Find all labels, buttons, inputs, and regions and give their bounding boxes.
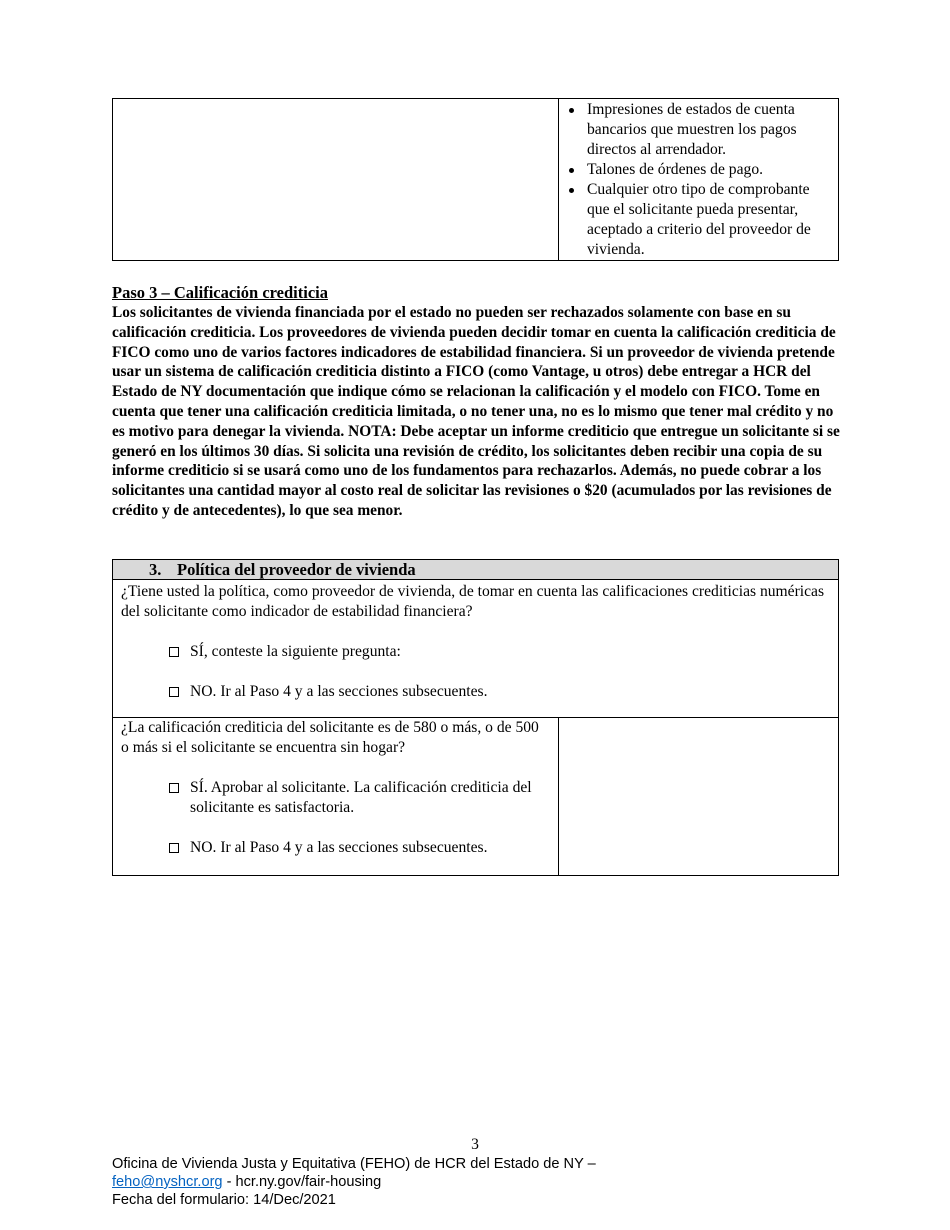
q2-no-option[interactable] — [121, 838, 550, 858]
bullet-list — [567, 100, 834, 260]
continuation-table — [112, 98, 839, 261]
footer — [112, 1155, 596, 1209]
email-link[interactable]: feho@nyshcr.org — [112, 1174, 223, 1190]
q2-yes-label: SÍ. Aprobar al solicitante. La calificación crediticia del solicitante es satisfactoria. — [190, 779, 532, 816]
step3-title: Paso 3 – Calificación crediticia — [112, 283, 328, 302]
question2-row — [113, 718, 838, 875]
checkbox-icon[interactable] — [169, 843, 179, 853]
policy-header — [113, 560, 838, 580]
policy-table — [112, 559, 839, 876]
bullet-cell — [559, 99, 838, 260]
list-item: Impresiones de estados de cuenta bancarios que muestren los pagos directos al arrendador. — [567, 100, 834, 160]
list-item: Cualquier otro tipo de comprobante que el solicitante pueda presentar, aceptado a criterio del proveedor de vivienda. — [567, 180, 834, 260]
footer-form-date: Fecha del formulario: 14/Dec/2021 — [112, 1192, 336, 1208]
q2-yes-option[interactable] — [121, 778, 550, 818]
q1-no-option[interactable] — [121, 682, 830, 702]
list-item: Talones de órdenes de pago. — [567, 160, 834, 180]
q1-no-label: NO. Ir al Paso 4 y a las secciones subsecuentes. — [190, 683, 488, 700]
question1-row — [113, 580, 838, 718]
footer-office: Oficina de Vivienda Justa y Equitativa (FEHO) de HCR del Estado de NY – — [112, 1156, 596, 1172]
step3-body: Los solicitantes de vivienda financiada por el estado no pueden ser rechazados solamente con base en su calificación crediticia. Los proveedores de vivienda pueden decidir tomar en cuenta la calificación crediticia de FICO como uno de varios factores indicadores de estabilidad financiera. Si un proveedor de vivienda pretende usar un sistema de calificación crediticia distinto a FICO (como Vantage, u otros) debe entregar a HCR del Estado de NY documentación que indique cómo se relacionan la calificación y el modelo con FICO. Tome en cuenta que tener una calificación crediticia limitada, o no tener una, no es lo mismo que tener mal crédito y no es motivo para denegar la vivienda. NOTA: Debe aceptar un informe crediticio que entregue un solicitante si se generó en los últimos 30 días. Si solicita una revisión de crédito, los solicitantes deben recibir una copia de su informe crediticio si se usará como uno de los fundamentos para rechazarlos. Además, no puede cobrar a los solicitantes una cantidad mayor al costo real de solicitar las revisiones o $20 (acumulados por las revisiones de crédito y de antecedentes), lo que sea menor. — [112, 304, 840, 519]
empty-cell — [113, 99, 559, 260]
checkbox-icon[interactable] — [169, 647, 179, 657]
question1-text: ¿Tiene usted la política, como proveedor de vivienda, de tomar en cuenta las calificaciones crediticias numéricas del solicitante como indicador de estabilidad financiera? — [121, 583, 825, 620]
website-text: - hcr.ny.gov/fair-housing — [222, 1174, 382, 1190]
q1-yes-option[interactable] — [121, 642, 830, 662]
page-number: 3 — [471, 1136, 479, 1153]
question2-text: ¿La calificación crediticia del solicitante es de 580 o más, o de 500 o más si el solicitante se encuentra sin hogar? — [121, 719, 539, 756]
question2-cell — [113, 718, 559, 875]
checkbox-icon[interactable] — [169, 783, 179, 793]
q2-no-label: NO. Ir al Paso 4 y a las secciones subsecuentes. — [190, 839, 488, 856]
section-number: 3. — [149, 560, 162, 579]
checkbox-icon[interactable] — [169, 687, 179, 697]
section-title: Política del proveedor de vivienda — [177, 560, 416, 579]
footer-contact — [112, 1173, 596, 1191]
answer-cell — [559, 718, 838, 875]
q1-yes-label: SÍ, conteste la siguiente pregunta: — [190, 643, 401, 660]
